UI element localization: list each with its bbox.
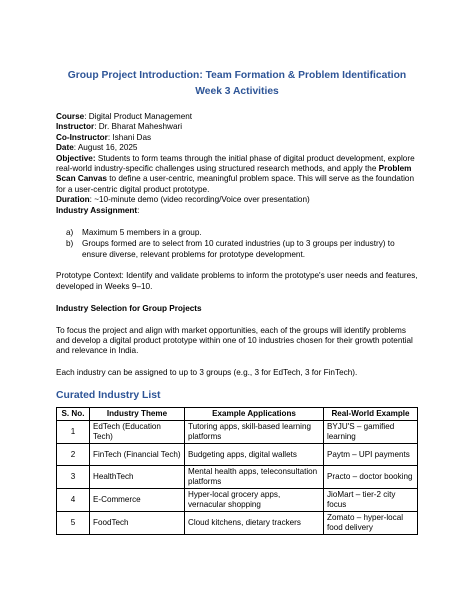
cell-apps: Tutoring apps, skill-based learning platforms — [185, 421, 324, 444]
coinstructor-value: : Ishani Das — [107, 132, 152, 142]
cell-example: Practo – doctor booking — [324, 466, 418, 489]
instructor-label: Instructor — [56, 122, 95, 132]
focus-paragraph: To focus the project and align with market opportunities, each of the groups will identify problems and develop a digital product prototype within one of 10 industries chosen for their growth potential and relevance in India. — [56, 325, 413, 356]
cell-theme: FinTech (Financial Tech) — [90, 444, 185, 466]
header-theme: Industry Theme — [90, 408, 185, 421]
objective-paragraph — [56, 154, 418, 196]
document-title: Group Project Introduction: Team Formation & Problem Identification Week 3 Activities — [67, 70, 407, 97]
course-line — [56, 112, 418, 122]
list-item — [66, 228, 418, 238]
header-sno: S. No. — [57, 408, 90, 421]
list-item — [66, 239, 418, 260]
table-row — [57, 489, 418, 512]
list-text: Maximum 5 members in a group. — [82, 228, 202, 238]
table-header-row — [57, 408, 418, 421]
date-line — [56, 143, 418, 153]
date-value: : August 16, 2025 — [73, 143, 138, 153]
cell-theme: EdTech (Education Tech) — [90, 421, 185, 444]
instructor-line — [56, 122, 418, 132]
cell-apps: Cloud kitchens, dietary trackers — [185, 512, 324, 535]
coinstructor-line — [56, 133, 418, 143]
cell-theme: FoodTech — [90, 512, 185, 535]
cell-sno: 2 — [57, 444, 90, 466]
assignment-label: Industry Assignment — [56, 205, 138, 215]
cell-sno: 4 — [57, 489, 90, 512]
industry-table — [56, 407, 418, 535]
curated-industry-title: Curated Industry List — [56, 390, 161, 402]
header-apps: Example Applications — [185, 408, 324, 421]
duration-value: : ~10-minute demo (video recording/Voice over presentation) — [89, 195, 310, 205]
assignment-value: : — [137, 205, 140, 215]
table-row — [57, 512, 418, 535]
cell-example: BYJU'S – gamified learning — [324, 421, 418, 444]
cell-sno: 1 — [57, 421, 90, 444]
each-industry-paragraph: Each industry can be assigned to up to 3 groups (e.g., 3 for EdTech, 3 for FinTech). — [56, 367, 358, 377]
industry-selection-title: Industry Selection for Group Projects — [56, 304, 202, 314]
objective-bold: Problem Scan Canvas — [56, 164, 412, 184]
cell-apps: Budgeting apps, digital wallets — [185, 444, 324, 466]
assignment-line — [56, 206, 418, 216]
coinstructor-label: Co-Instructor — [56, 132, 108, 142]
duration-label: Duration — [56, 195, 90, 205]
cell-apps: Hyper-local grocery apps, vernacular shopping — [185, 489, 324, 512]
cell-sno: 3 — [57, 466, 90, 489]
course-label: Course — [56, 112, 85, 121]
header-example: Real-World Example — [324, 408, 418, 421]
table-row — [57, 421, 418, 444]
prototype-context: Prototype Context: Identify and validate problems to inform the prototype's user needs and features, developed in Weeks 9–10. — [56, 271, 418, 291]
cell-theme: E-Commerce — [90, 489, 185, 512]
list-marker: a) — [66, 228, 74, 238]
course-meta — [56, 112, 418, 216]
assignment-list — [56, 228, 418, 260]
course-value: : Digital Product Management — [84, 112, 193, 121]
objective-label: Objective: — [56, 153, 96, 163]
list-text: Groups formed are to select from 10 curated industries (up to 3 groups per industry) to ensure diverse, relevant problems for prototype development. — [82, 239, 395, 259]
instructor-value: : Dr. Bharat Maheshwari — [94, 122, 183, 132]
table-row — [57, 444, 418, 466]
duration-line — [56, 195, 418, 205]
date-label: Date — [56, 143, 74, 153]
cell-example: Zomato – hyper-local food delivery — [324, 512, 418, 535]
table-row — [57, 466, 418, 489]
cell-sno: 5 — [57, 512, 90, 535]
list-marker: b) — [66, 239, 74, 249]
cell-example: JioMart – tier-2 city focus — [324, 489, 418, 512]
cell-theme: HealthTech — [90, 466, 185, 489]
cell-apps: Mental health apps, teleconsultation platforms — [185, 466, 324, 489]
cell-example: Paytm – UPI payments — [324, 444, 418, 466]
objective-text-1: Students to form teams through the initial phase of digital product development, explore real-world industry-specific challenges using structured research methods, and apply the — [56, 153, 415, 174]
objective-text-2: to define a user-centric, meaningful problem space. This will serve as the foundation for a user-centric digital product prototype. — [56, 174, 415, 194]
